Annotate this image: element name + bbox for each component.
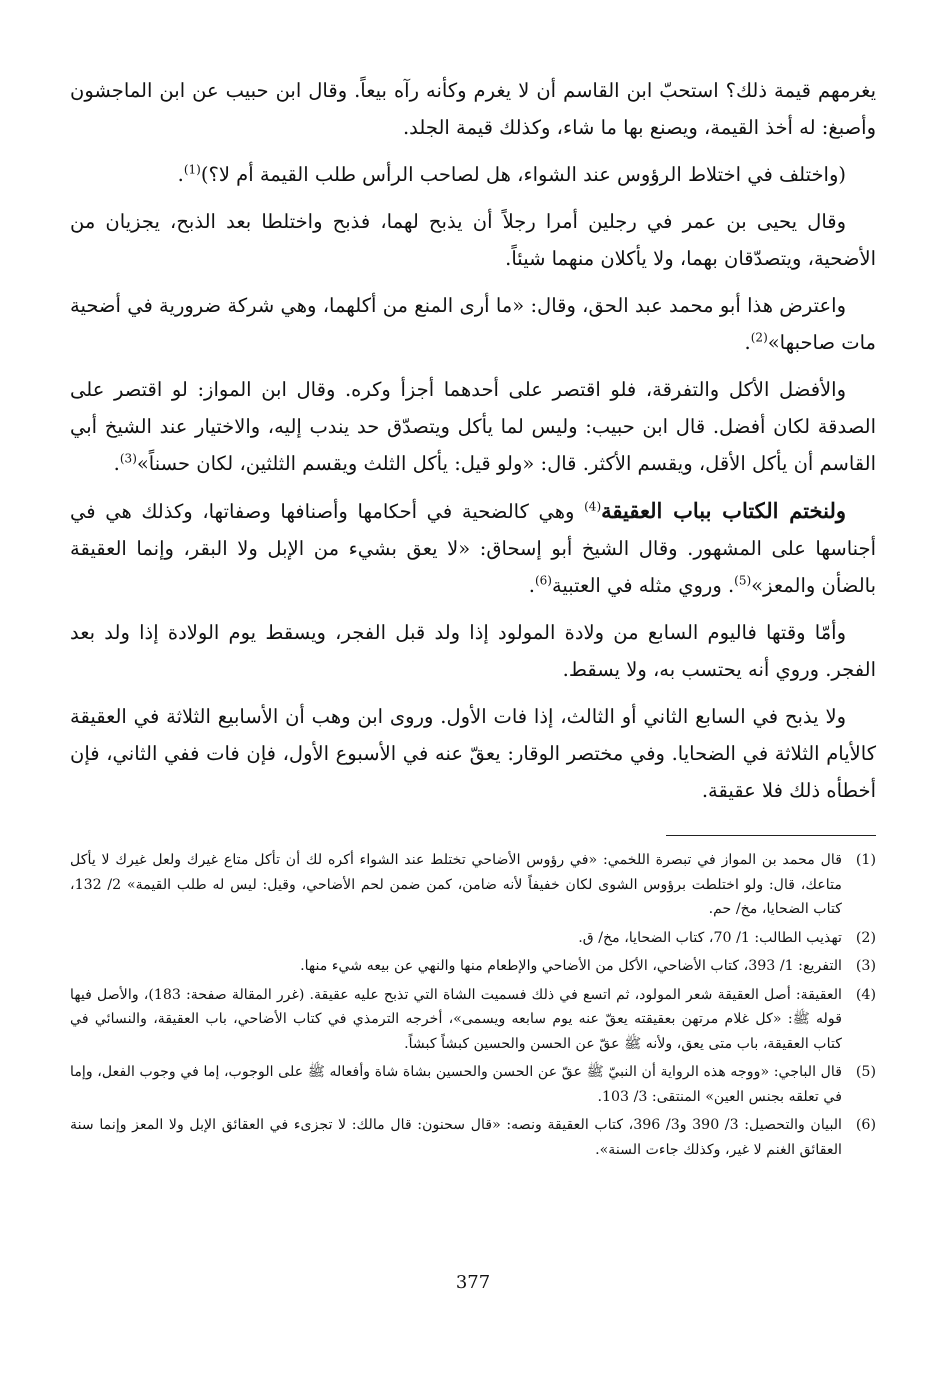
paragraph-text: وأمّا وقتها فاليوم السابع من ولادة المولود إذا ولد قبل الفجر، ويسقط يوم الولادة إذا ولد بعد الفجر. وروي أنه يحتسب به، ولا يسقط. <box>70 621 876 681</box>
paragraph-8 <box>70 698 876 809</box>
footnote-ref[interactable]: (4) <box>584 499 602 514</box>
paragraph-text: ولا يذبح في السابع الثاني أو الثالث، إذا فات الأول. وروى ابن وهب أن الأسابيع الثلاثة في العقيقة كالأيام الثلاثة في الضحايا. وفي مختصر الوقار: يعقّ عنه في الأسبوع الأول، فإن فات ففي الثاني، فإن أخطأه ذلك فلا عقيقة. <box>70 705 876 802</box>
footnote-text: تهذيب الطالب: 1/ 70، كتاب الضحايا، مخ/ ق. <box>578 929 842 946</box>
footnote-ref[interactable]: (3) <box>119 451 137 466</box>
footnote-text: التفريع: 1/ 393، كتاب الأضاحي، الأكل من الأضاحي والإطعام منها والنهي عن بيعه شيء منها. <box>300 958 842 974</box>
paragraph-text: والأفضل الأكل والتفرقة، فلو اقتصر على أحدهما أجزأ وكره. وقال ابن المواز: لو اقتصر على الصدقة لكان أفضل. قال ابن حبيب: وليس لما يأكل ويتصدّق حد يندب إليه، والاختيار عند الشيخ أبي القاسم أن يأكل الأقل، ويقسم الأكثر. قال: «ولو قيل: يأكل الثلث ويقسم الثلثين، لكان حسناً» <box>70 378 876 475</box>
paragraph-3 <box>70 203 876 277</box>
punctuation: . <box>113 452 120 475</box>
punctuation: . <box>177 163 184 186</box>
footnote-number: (4) <box>855 986 876 1003</box>
footnote-number: (1) <box>855 852 876 868</box>
paragraph-text: وهي كالضحية في أحكامها وأصنافها وصفاتها، وكذلك هي في أجناسها على المشهور. وقال الشيخ أبو إسحاق: «لا يعق بشيء من الإبل ولا البقر، وإنما العقيقة بالضأن والمعز» <box>70 500 876 597</box>
paragraph-text: وقال يحيى بن عمر في رجلين أمرا رجلاً أن يذبح لهما، فذبح واختلطا بعد الذبح، يجزيان من الأضحية، ويتصدّقان بهما، ولا يأكلان منهما شيئاً. <box>70 210 876 270</box>
punctuation: . <box>744 331 751 354</box>
footnote-ref[interactable]: (2) <box>750 330 768 345</box>
footnote-5 <box>70 1060 876 1109</box>
footnote-text: البيان والتحصيل: 3/ 390 و3/ 396، كتاب العقيقة ونصه: «قال سحنون: قال مالك: لا تجزىء في العقائق الإبل ولا المعز وإنما سنة العقائق الغنم لا غير، وكذلك جاءت السنة». <box>70 1117 842 1158</box>
section-heading: ولنختم الكتاب بباب العقيقة <box>601 498 846 523</box>
paragraph-7 <box>70 614 876 688</box>
footnote-ref[interactable]: (1) <box>183 162 201 177</box>
paragraph-text: (واختلف في اختلاط الرؤوس عند الشواء، هل لصاحب الرأس طلب القيمة أم لا؟) <box>200 163 846 186</box>
footnote-number: (5) <box>855 1064 876 1080</box>
paragraph-aqiqa <box>70 492 876 604</box>
footnote-ref[interactable]: (5) <box>734 573 752 588</box>
footnote-number: (2) <box>855 929 876 946</box>
footnote-divider <box>666 835 876 836</box>
footnote-text: قال محمد بن المواز في تبصرة اللخمي: «في رؤوس الأضاحي تختلط عند الشواء أكره لك أن تأكل متاع غيرك ولعل غيرك لا يأكل متاعك، قال: ولو اختلطت برؤوس الشوى لكان خفيفاً لأنه ضامن، كمن ضمن لحم الأضاحي، وقيل: ليس له طلب القيمة» 2/ 132، كتاب الضحايا، مخ/ حم. <box>70 852 842 917</box>
book-page <box>70 72 876 1166</box>
footnote-text: العقيقة: أصل العقيقة شعر المولود، ثم اتسع في ذلك فسميت الشاة التي تذبح عليه عقيقة. (غرر المقالة صفحة: 183)، والأصل فيها قوله ﷺ: «كل غلام مرتهن بعقيقته يعقّ عنه يوم سابعه ويسمى»، أخرجه الترمذي في كتاب الأضاحي، باب العقيقة، والنسائي في كتاب العقيقة، باب متى يعق، ولأنه ﷺ عقّ عن الحسن والحسين كبشاً كبشاً. <box>70 986 842 1052</box>
paragraph-text: يغرمهم قيمة ذلك؟ استحبّ ابن القاسم أن لا يغرم وكأنه رآه بيعاً. وقال ابن حبيب عن ابن الماجشون وأصبغ: له أخذ القيمة، ويصنع بها ما شاء، وكذلك قيمة الجلد. <box>70 79 876 139</box>
footnote-number: (6) <box>855 1117 876 1133</box>
page-number: 377 <box>455 1272 491 1293</box>
paragraph-2 <box>70 156 876 193</box>
footnote-number: (3) <box>855 958 876 974</box>
footnote-text: قال الباجي: «ووجه هذه الرواية أن النبيّ ﷺ عقّ عن الحسن والحسين بشاة شاة وأفعاله ﷺ على الوجوب، إما في وجوب الفعل، وإما في تعلقه بجنس العين» المنتقى: 3/ 103. <box>70 1064 842 1105</box>
main-text <box>70 72 876 809</box>
footnote-6 <box>70 1113 876 1162</box>
punctuation: . <box>528 574 535 597</box>
footnote-3 <box>70 954 876 979</box>
footnotes <box>70 848 876 1162</box>
paragraph-text: واعترض هذا أبو محمد عبد الحق، وقال: «ما أرى المنع من أكلهما، وهي شركة ضرورية في أضحية مات صاحبها» <box>70 294 876 354</box>
footnote-ref[interactable]: (6) <box>534 573 552 588</box>
paragraph-5 <box>70 371 876 482</box>
footnote-4 <box>70 983 876 1057</box>
footnote-1 <box>70 848 876 922</box>
footnote-2 <box>70 926 876 951</box>
paragraph-4 <box>70 287 876 361</box>
paragraph-text: . وروي مثله في العتبية <box>551 574 735 597</box>
paragraph-1 <box>70 72 876 146</box>
